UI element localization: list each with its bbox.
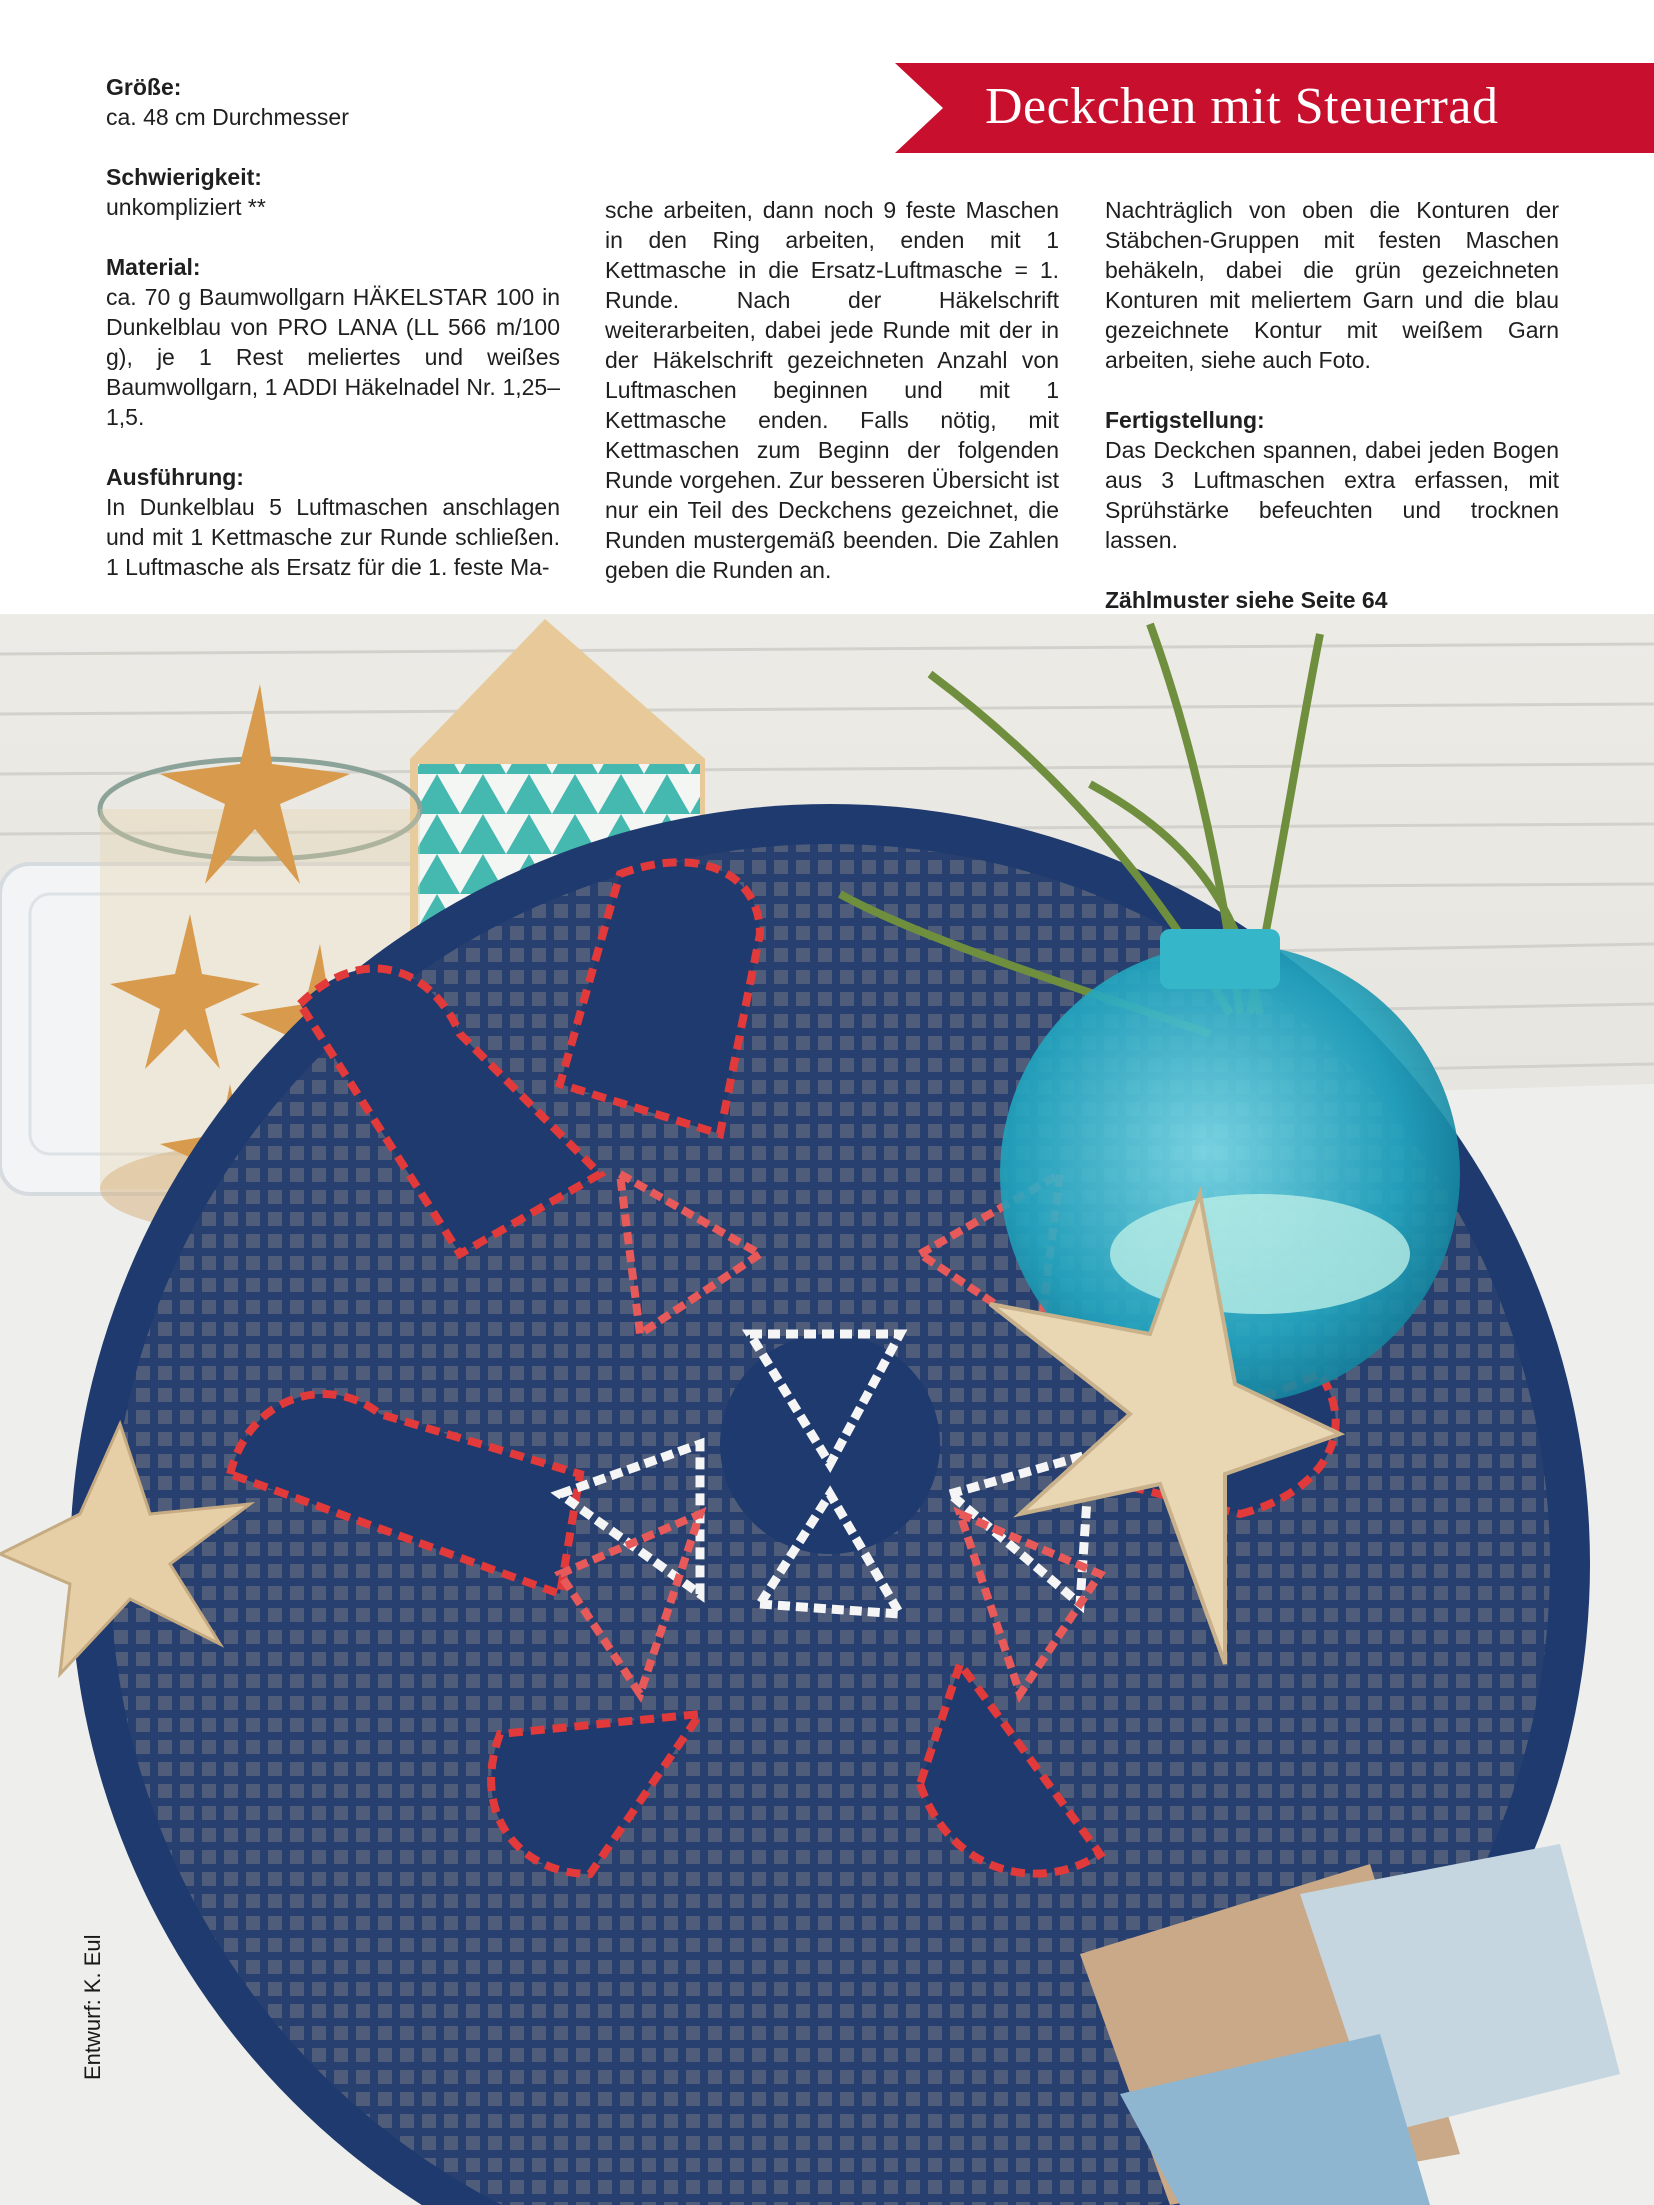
execution-label: Ausführung: [106,464,244,490]
contour-block [1105,195,1559,375]
material-block [106,252,560,432]
chart-reference: Zählmuster siehe Seite 64 [1105,587,1388,613]
specs-column [106,72,560,612]
contour-text: Nachträglich von oben die Konturen der Stäbchen-Gruppen mit festen Maschen behäkeln, dabei die grün gezeichneten Konturen mit meliertem Garn und die blau gezeichnete Kontur mit weißem Garn arbeiten, siehe auch Foto. [1105,197,1559,373]
size-value: ca. 48 cm Durchmesser [106,104,349,130]
finishing-text: Das Deckchen spannen, dabei jeden Bogen aus 3 Luftmaschen extra erfassen, mit Sprühstärke befeuchten und trocknen lassen. [1105,437,1559,553]
material-label: Material: [106,254,201,280]
difficulty-value: unkompliziert ** [106,194,266,220]
size-label: Größe: [106,74,182,100]
execution-block [106,462,560,582]
difficulty-block [106,162,560,222]
execution-text-part1: In Dunkelblau 5 Luftmaschen anschlagen und mit 1 Kettmasche zur Runde schließen. 1 Luftmasche als Ersatz für die 1. feste Ma- [106,494,560,580]
difficulty-label: Schwierigkeit: [106,164,262,190]
finishing-block [1105,405,1559,555]
finishing-column [1105,195,1559,615]
instructions-column [605,195,1059,585]
execution-text-part2: sche arbeiten, dann noch 9 feste Maschen in den Ring arbeiten, enden mit 1 Kettmasche in die Ersatz-Luftmasche = 1. Runde. Nach der Häkelschrift weiterarbeiten, dabei jede Runde mit der in der Häkelschrift gezeichneten Anzahl von Luftmaschen beginnen und mit 1 Kettmasche enden. Falls nötig, mit Kettmaschen zum Beginn der folgenden Runde vorgehen. Zur besseren Übersicht ist nur ein Teil des Deckchens gezeichnet, die Runden mustergemäß beenden. Die Zahlen geben die Runden an. [605,197,1059,583]
page-title: Deckchen mit Steuerrad [985,78,1499,135]
material-value: ca. 70 g Baumwollgarn HÄKELSTAR 100 in Dunkelblau von PRO LANA (LL 566 m/100 g), je 1 Rest meliertes und weißes Baumwollgarn, 1 ADDI Häkelnadel Nr. 1,25–1,5. [106,284,560,430]
size-block [106,72,560,132]
design-credit: Entwurf: K. Eul [80,1934,105,2080]
doily-photo [0,614,1654,2205]
finishing-label: Fertigstellung: [1105,407,1265,433]
